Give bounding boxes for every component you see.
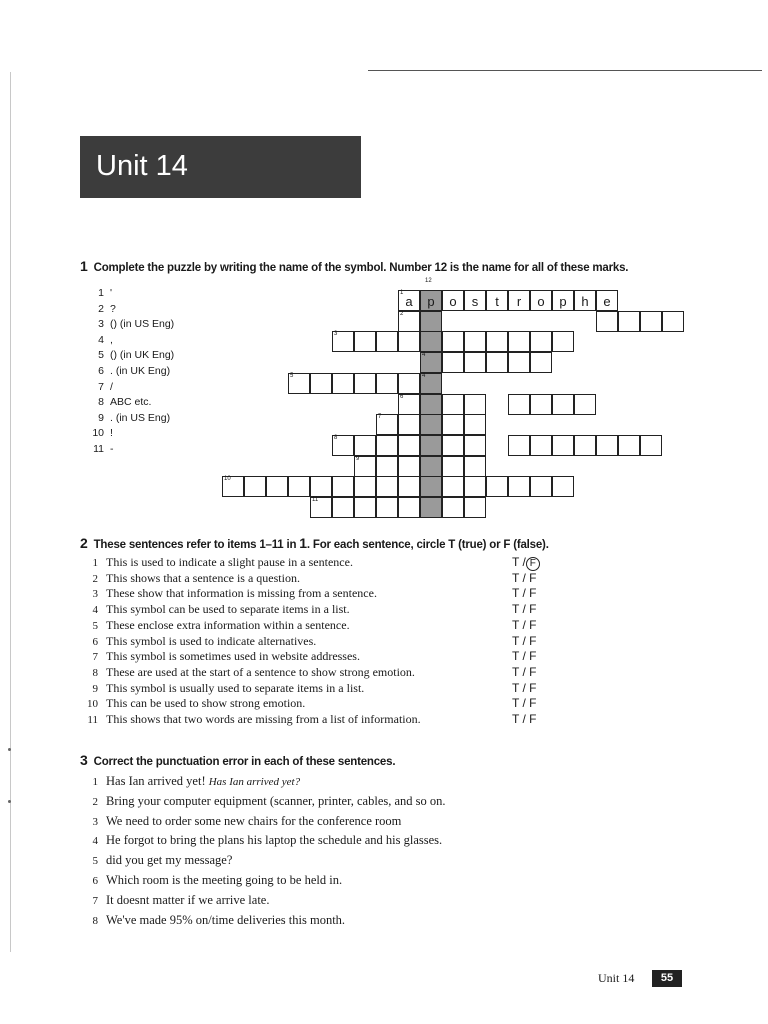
section-1-instruction: Complete the puzzle by writing the name of the symbol. Number 12 is the name for all of these marks. (93, 262, 629, 274)
crossword-cell[interactable] (596, 435, 618, 456)
crossword-cell[interactable] (464, 435, 486, 456)
crossword-cell[interactable] (574, 290, 596, 311)
crossword-cell[interactable] (288, 373, 310, 394)
tf-answer[interactable] (512, 555, 540, 571)
tf-answer[interactable] (512, 696, 536, 710)
tf-item (80, 634, 316, 649)
crossword-cell[interactable] (530, 476, 552, 497)
crossword-cell[interactable] (332, 476, 354, 497)
correction-item-number: 7 (92, 894, 98, 907)
tf-answer[interactable] (512, 586, 536, 600)
section-2-instruction-post: . For each sentence, circle T (true) or F (false). (306, 539, 549, 551)
page-edge-line (10, 72, 11, 952)
clue-number: 11 (93, 443, 104, 455)
crossword-cell[interactable] (420, 394, 442, 415)
scan-speck (8, 800, 11, 803)
clue-item (90, 381, 113, 393)
top-rule (368, 70, 762, 71)
tf-item (80, 618, 350, 633)
clue-text: () (in UK Eng) (110, 349, 175, 362)
clue-item (90, 365, 170, 377)
correction-item-number: 3 (92, 815, 98, 828)
tf-answer-choice[interactable]: T / F (512, 696, 537, 711)
tf-item-number: 6 (92, 635, 98, 648)
clue-number: 4 (98, 333, 104, 346)
crossword-cell[interactable] (574, 435, 596, 456)
crossword-cell[interactable] (398, 414, 420, 435)
tf-item-text: This symbol can be used to separate items in a list. (106, 602, 350, 617)
crossword-cell[interactable] (596, 311, 618, 332)
crossword-cell[interactable] (398, 331, 420, 352)
crossword-cell[interactable] (376, 331, 398, 352)
crossword-cell[interactable] (464, 394, 486, 415)
crossword-cell[interactable] (376, 435, 398, 456)
crossword-cell[interactable] (442, 331, 464, 352)
section-3-heading (80, 752, 395, 768)
correction-item (80, 853, 232, 868)
clue-text: ! (110, 427, 113, 440)
crossword-cell[interactable] (508, 476, 530, 497)
crossword-cell[interactable] (376, 476, 398, 497)
clue-item (90, 334, 113, 346)
tf-item-number: 9 (92, 682, 98, 695)
section-3-instruction: Correct the punctuation error in each of these sentences. (93, 756, 396, 768)
crossword-cell[interactable] (618, 435, 640, 456)
cell-letter: e (603, 294, 611, 309)
tf-answer-choice[interactable]: T / F (512, 633, 537, 648)
tf-item-text: These enclose extra information within a sentence. (106, 617, 350, 632)
unit-title: Unit 14 (96, 150, 188, 182)
crossword-cell[interactable] (420, 476, 442, 497)
section-2-ref: 1 (299, 535, 307, 551)
correction-item-number: 8 (92, 914, 98, 927)
tf-answer-choice[interactable]: T / F (512, 664, 537, 679)
clue-number: 3 (98, 318, 104, 331)
crossword-cell[interactable] (486, 352, 508, 373)
cell-number: 3 (334, 331, 338, 338)
tf-item-number: 8 (92, 666, 98, 679)
crossword-cell[interactable] (640, 435, 662, 456)
clue-text: ABC etc. (110, 396, 152, 409)
crossword-cell[interactable] (552, 394, 574, 415)
crossword-cell[interactable] (354, 497, 376, 518)
tf-item-number: 4 (92, 604, 98, 617)
crossword-cell[interactable] (310, 373, 332, 394)
clue-item (90, 303, 116, 315)
crossword-cell[interactable] (398, 394, 420, 415)
clue-number: 6 (98, 365, 104, 377)
correction-item-number: 5 (92, 855, 98, 868)
crossword-cell[interactable] (398, 373, 420, 394)
clue-text: () (in US Eng) (110, 318, 175, 331)
section-1-heading (80, 258, 628, 274)
clue-text: / (110, 380, 113, 393)
crossword-cell[interactable] (442, 290, 464, 311)
crossword-cell[interactable] (508, 331, 530, 352)
correction-item-number: 6 (92, 875, 98, 887)
cell-letter: o (537, 294, 545, 309)
correction-item (80, 873, 342, 888)
crossword-cell[interactable] (552, 435, 574, 456)
crossword-cell[interactable] (530, 435, 552, 456)
section-3-number: 3 (80, 752, 88, 768)
clue-text: - (110, 443, 114, 455)
cell-letter: s (471, 294, 479, 309)
cell-number: 4 (422, 372, 426, 379)
crossword-cell[interactable] (398, 497, 420, 518)
crossword-cell[interactable] (442, 414, 464, 435)
tf-item (80, 555, 353, 570)
page-number: 55 (652, 970, 682, 987)
tf-answer-false-circled[interactable]: F (526, 557, 540, 571)
crossword-cell[interactable] (486, 331, 508, 352)
clue-item (90, 427, 113, 439)
tf-answer[interactable] (512, 665, 536, 679)
crossword-cell[interactable] (376, 497, 398, 518)
cell-letter: t (495, 294, 499, 309)
clue-item (90, 318, 174, 330)
crossword-cell[interactable] (398, 311, 420, 332)
clue-text: . (in UK Eng) (110, 365, 171, 377)
tf-item-text: This shows that two words are missing from a list of information. (106, 712, 421, 726)
clue-text: ? (110, 302, 116, 315)
cell-letter: p (427, 294, 435, 309)
tf-answer-choice[interactable]: T / F (512, 602, 537, 617)
clue-text: ' (110, 287, 113, 299)
section-2-instruction-pre: These sentences refer to items 1–11 in (93, 539, 300, 551)
crossword-cell[interactable] (398, 456, 420, 477)
crossword-cell[interactable] (376, 456, 398, 477)
crossword-cell[interactable] (376, 414, 398, 435)
tf-answer-choice[interactable]: T / F (512, 649, 537, 664)
crossword-cell[interactable] (464, 352, 486, 373)
crossword-cell[interactable] (354, 435, 376, 456)
crossword-cell[interactable] (464, 331, 486, 352)
crossword-cell[interactable] (464, 497, 486, 518)
tf-item-text: This can be used to show strong emotion. (106, 696, 306, 711)
crossword-cell[interactable] (332, 373, 354, 394)
cell-letter: p (559, 294, 567, 309)
tf-item-text: This symbol is used to indicate alternatives. (106, 633, 317, 648)
section-2-heading (80, 535, 549, 551)
clue-item (90, 443, 114, 455)
crossword-cell[interactable] (464, 290, 486, 311)
clue-item (90, 396, 151, 408)
tf-answer[interactable] (512, 649, 536, 663)
crossword-cell[interactable] (442, 476, 464, 497)
clue-item (90, 412, 170, 424)
unit-banner (80, 136, 361, 198)
tf-answer[interactable] (512, 634, 536, 648)
tf-item (80, 665, 415, 680)
scan-speck (8, 748, 11, 751)
correction-item-number: 4 (92, 835, 98, 848)
cell-number: 6 (400, 393, 404, 400)
correction-item-number: 1 (92, 776, 98, 788)
crossword-cell[interactable] (420, 311, 442, 332)
clue-number: 7 (98, 380, 104, 393)
tf-item (80, 602, 350, 617)
cell-letter: h (581, 294, 589, 309)
crossword-cell[interactable] (398, 290, 420, 311)
crossword-cell[interactable] (486, 476, 508, 497)
crossword-cell[interactable] (354, 476, 376, 497)
tf-item-number: 5 (92, 619, 98, 632)
cell-number: 7 (378, 414, 382, 421)
tf-answer-choice[interactable]: T / F (512, 617, 537, 632)
tf-item (80, 681, 364, 696)
correction-item (80, 794, 446, 809)
crossword-cell[interactable] (508, 290, 530, 311)
crossword-cell[interactable] (508, 435, 530, 456)
crossword-cell[interactable] (442, 497, 464, 518)
clue-item (90, 287, 112, 299)
tf-item-number: 1 (92, 557, 98, 569)
crossword-cell[interactable] (552, 476, 574, 497)
crossword-cell[interactable] (288, 476, 310, 497)
crossword-cell[interactable] (332, 331, 354, 352)
clue-number: 8 (98, 396, 104, 409)
correction-item-text: Has Ian arrived yet! (106, 774, 206, 788)
crossword-cell[interactable] (442, 352, 464, 373)
tf-item-number: 10 (87, 698, 98, 711)
crossword-cell[interactable] (354, 456, 376, 477)
crossword-cell[interactable] (354, 331, 376, 352)
crossword-cell[interactable] (464, 414, 486, 435)
tf-item-text: These are used at the start of a sentence to show strong emotion. (106, 664, 415, 679)
crossword-cell[interactable] (376, 373, 398, 394)
tf-item (80, 712, 421, 727)
crossword-cell[interactable] (420, 331, 442, 352)
crossword-cell[interactable] (530, 331, 552, 352)
cell-number: 4 (422, 352, 426, 359)
tf-item (80, 586, 377, 601)
clue-number: 2 (98, 302, 104, 315)
cell-letter: o (449, 294, 457, 309)
crossword-cell[interactable] (508, 394, 530, 415)
cell-number: 11 (312, 497, 319, 503)
correction-item-text: We've made 95% on/time deliveries this month. (106, 912, 346, 927)
tf-answer[interactable] (512, 681, 536, 695)
tf-item-text: This is used to indicate a slight pause in a sentence. (106, 555, 353, 569)
tf-answer[interactable] (512, 571, 536, 585)
crossword-cell[interactable] (332, 497, 354, 518)
correction-item-text: did you get my message? (106, 853, 233, 868)
crossword-cell[interactable] (442, 456, 464, 477)
clue-number: 10 (92, 427, 104, 440)
crossword-cell[interactable] (530, 352, 552, 373)
tf-answer-choice[interactable]: T / F (512, 680, 537, 695)
tf-item (80, 696, 305, 711)
correction-item (80, 893, 269, 908)
tf-item-text: This shows that a sentence is a question. (106, 570, 300, 585)
clue-text: . (in US Eng) (110, 411, 171, 424)
crossword-cell[interactable] (442, 435, 464, 456)
clue-number: 5 (98, 349, 104, 362)
correction-item-text: He forgot to bring the plans his laptop the schedule and his glasses. (106, 833, 443, 848)
crossword-cell[interactable] (398, 476, 420, 497)
tf-item-number: 11 (87, 714, 98, 726)
correction-item-text: It doesnt matter if we arrive late. (106, 892, 270, 907)
correction-item-text: Which room is the meeting going to be held in. (106, 873, 343, 887)
crossword-cell[interactable] (398, 435, 420, 456)
tf-item-number: 2 (92, 572, 98, 585)
crossword-cell[interactable] (530, 394, 552, 415)
tf-answer[interactable] (512, 712, 536, 726)
cell-number: 9 (356, 455, 360, 462)
correction-item-text: Bring your computer equipment (scanner, printer, cables, and so on. (106, 793, 446, 808)
tf-answer[interactable] (512, 602, 536, 616)
tf-answer-choice[interactable]: T / F (512, 586, 537, 601)
section-2-number: 2 (80, 535, 88, 551)
crossword-cell[interactable] (420, 435, 442, 456)
crossword-cell[interactable] (640, 311, 662, 332)
cell-number: 5 (290, 372, 294, 379)
crossword-cell[interactable] (266, 476, 288, 497)
section-1-number: 1 (80, 258, 88, 274)
tf-item (80, 571, 300, 586)
crossword-cell[interactable] (486, 290, 508, 311)
footer-unit-label: Unit 14 (598, 971, 635, 985)
tf-answer-choice[interactable]: T / F (512, 570, 537, 585)
crossword-cell[interactable] (596, 290, 618, 311)
tf-item-number: 7 (92, 651, 98, 664)
crossword-cell[interactable] (420, 414, 442, 435)
crossword-cell[interactable] (464, 456, 486, 477)
crossword-cell[interactable] (530, 290, 552, 311)
tf-item-text: These show that information is missing from a sentence. (106, 586, 377, 601)
correction-item (80, 774, 300, 789)
tf-item-number: 3 (92, 588, 98, 601)
tf-item (80, 649, 360, 664)
cell-number: 8 (334, 434, 338, 441)
crossword-cell[interactable] (310, 497, 332, 518)
tf-answer-choice[interactable]: T / F (512, 712, 537, 726)
tf-answer[interactable] (512, 618, 536, 632)
crossword-cell[interactable] (244, 476, 266, 497)
cell-letter: r (516, 294, 522, 309)
tf-item-text: This symbol is usually used to separate items in a list. (106, 680, 365, 695)
crossword-cell[interactable] (420, 290, 442, 311)
crossword-cell[interactable] (552, 331, 574, 352)
clue-text: , (110, 333, 113, 346)
crossword-cell[interactable] (420, 497, 442, 518)
correction-item (80, 833, 442, 848)
puzzle-12-label: 12 (425, 278, 432, 284)
tf-answer-true[interactable]: T / (512, 555, 526, 569)
clue-number: 1 (98, 287, 104, 299)
cell-number: 10 (224, 476, 231, 483)
crossword-cell[interactable] (222, 476, 244, 497)
crossword-cell[interactable] (420, 456, 442, 477)
correction-item-text: We need to order some new chairs for the conference room (106, 813, 402, 828)
crossword-cell[interactable] (618, 311, 640, 332)
crossword-cell[interactable] (662, 311, 684, 332)
crossword-cell[interactable] (464, 476, 486, 497)
clue-number: 9 (98, 411, 104, 424)
crossword-cell[interactable] (420, 373, 442, 394)
cell-number: 2 (400, 310, 404, 317)
crossword-cell[interactable] (420, 352, 442, 373)
crossword-cell[interactable] (508, 352, 530, 373)
correction-item (80, 814, 401, 829)
correction-item-number: 2 (92, 795, 98, 808)
crossword-cell[interactable] (310, 476, 332, 497)
crossword-cell[interactable] (354, 373, 376, 394)
crossword-cell[interactable] (574, 394, 596, 415)
crossword-cell[interactable] (442, 394, 464, 415)
correction-item (80, 913, 345, 928)
crossword-cell[interactable] (552, 290, 574, 311)
crossword-cell[interactable] (332, 435, 354, 456)
correction-example-answer: Has Ian arrived yet? (208, 776, 301, 788)
cell-letter: a (405, 294, 413, 309)
clue-item (90, 349, 174, 361)
cell-number: 1 (400, 290, 404, 296)
tf-item-text: This symbol is sometimes used in website addresses. (106, 649, 360, 664)
